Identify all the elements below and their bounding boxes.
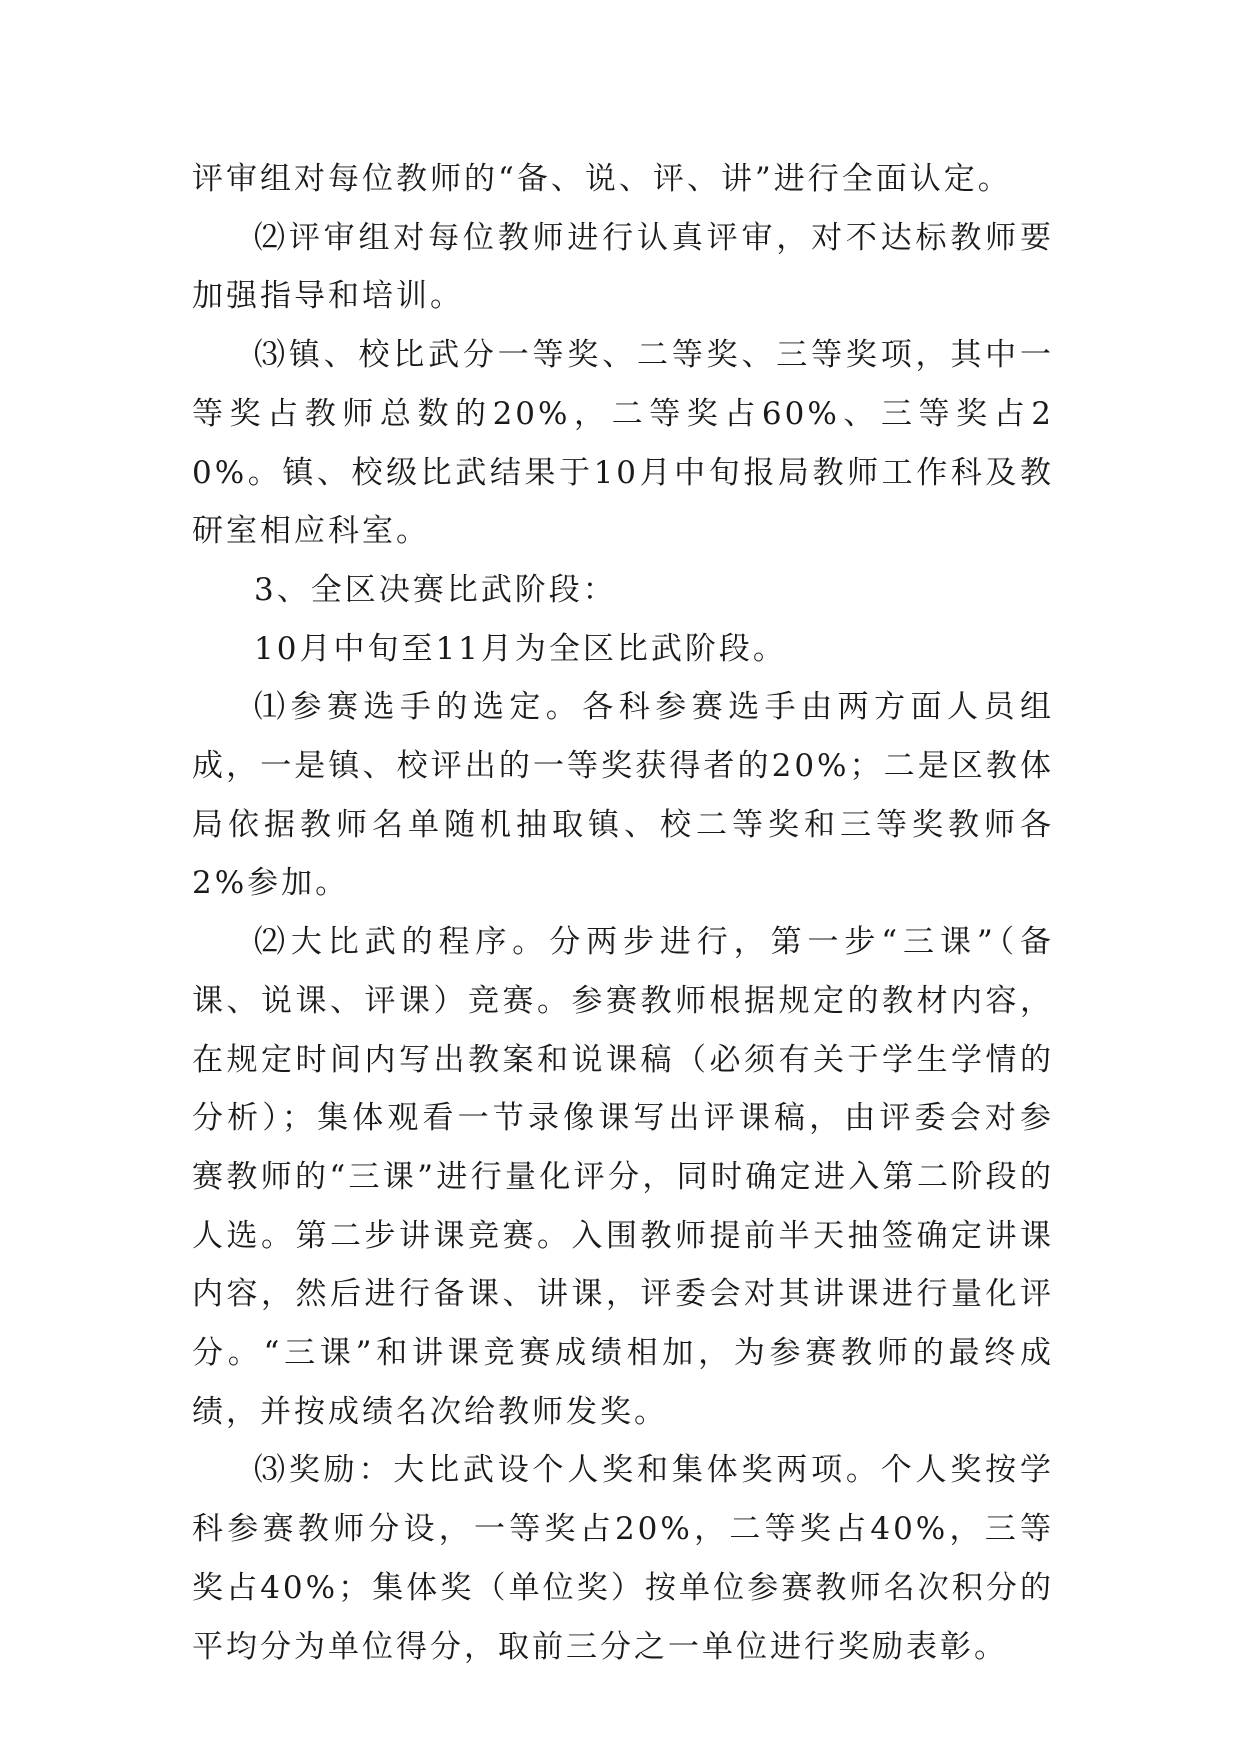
paragraph-final-item-2: ⑵大比武的程序。分两步进行，第一步“三课”（备课、说课、评课）竞赛。参赛教师根据规定的教材内容，在规定时间内写出教案和说课稿（必须有关于学生学情的分析）；集体观看一节录像课写出评课稿，由评委会对参赛教师的“三课”进行量化评分，同时确定进入第二阶段的人选。第二步讲课竞赛。入围教师提前半天抽签确定讲课内容，然后进行备课、讲课，评委会对其讲课进行量化评分。“三课”和讲课竞赛成绩相加，为参赛教师的最终成绩，并按成绩名次给教师发奖。 <box>192 924 1054 1430</box>
paragraph-final-item-3: ⑶奖励：大比武设个人奖和集体奖两项。个人奖按学科参赛教师分设，一等奖占20%，二等奖占40%，三等奖占40%；集体奖（单位奖）按单位参赛教师名次积分的平均分为单位得分，取前三分之一单位进行奖励表彰。 <box>192 1452 1054 1665</box>
paragraph-review-item-3: ⑶镇、校比武分一等奖、二等奖、三等奖项，其中一等奖占教师总数的20%，二等奖占60%、三等奖占20%。镇、校级比武结果于10月中旬报局教师工作科及教研室相应科室。 <box>192 337 1054 550</box>
document-page <box>192 150 1054 1676</box>
paragraph-continuation: 评审组对每位教师的“备、说、评、讲”进行全面认定。 <box>192 161 1012 197</box>
paragraph-final-item-1: ⑴参赛选手的选定。各科参赛选手由两方面人员组成，一是镇、校评出的一等奖获得者的20%；二是区教体局依据教师名单随机抽取镇、校二等奖和三等奖教师各2%参加。 <box>192 689 1054 902</box>
paragraph-final-stage-period: 10月中旬至11月为全区比武阶段。 <box>254 630 787 667</box>
paragraph-review-item-2: ⑵评审组对每位教师进行认真评审，对不达标教师要加强指导和培训。 <box>192 219 1054 315</box>
section-heading-final-stage: 3、全区决赛比武阶段： <box>254 571 617 608</box>
